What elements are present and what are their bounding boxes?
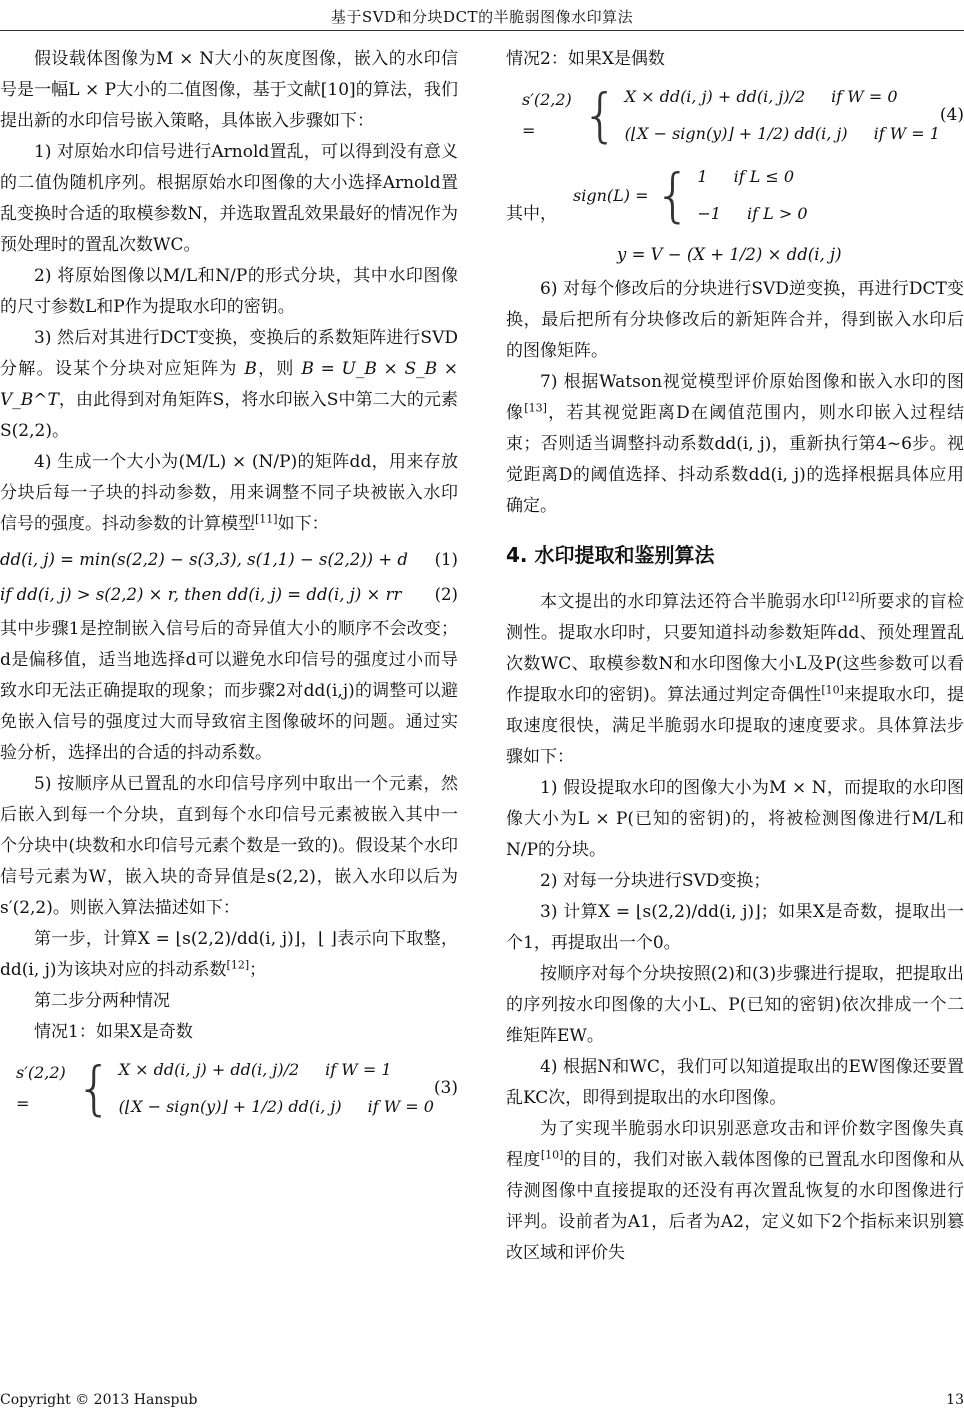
equation-1 (0, 544, 458, 575)
section-heading: 4. 水印提取和鉴别算法 (506, 543, 715, 567)
piecewise (573, 161, 964, 229)
paragraph (506, 1114, 964, 1269)
case-cond: if W = 1 (873, 124, 940, 143)
text-span: 3) 然后对其进行DCT变换，变换后的系数矩阵进行SVD分解。设某个分块对应矩阵为 (0, 328, 458, 379)
equation-lhs: s′(2,2) = (522, 90, 572, 140)
equation-number: (4) (939, 104, 964, 125)
text-span: 的目的，我们对嵌入载体图像的已置乱水印图像和从待测图像中直接提取的还没有再次置乱恢复的水印图像进行评判。设前者为A1，后者为A2，定义如下2个指标来识别篡改区域和评价失 (506, 1150, 964, 1263)
paragraph: 情况2：如果X是偶数 (506, 49, 665, 69)
paragraph (0, 924, 458, 986)
paragraph: 5) 按顺序从已置乱的水印信号序列中取出一个元素，然后嵌入到每一个分块，直到每个水印信号元素被嵌入其中一个分块中(块数和水印信号元素个数是一致的)。假设某个水印信号元素为W，嵌入块的奇异值是s(2,2)，嵌入水印以后为s′(2,2)。则嵌入算法描述如下： (0, 774, 458, 918)
page-number: 13 (946, 1392, 964, 1408)
header-rule (0, 30, 964, 31)
brace-icon: { (75, 1054, 113, 1122)
equation-body: y = V − (X + 1/2) × dd(i, j) (617, 245, 842, 264)
paragraph: 3) 计算X = ⌊s(2,2)/dd(i, j)⌋；如果X是奇数，提取出一个1，再提取出一个0。 (506, 902, 964, 953)
paragraph: 1) 假设提取水印的图像大小为M × N，而提取的水印图像大小为L × P(已知的密钥)的，将被检测图像进行M/L和N/P的分块。 (506, 778, 964, 860)
case-row (697, 198, 807, 229)
case-cond: if W = 0 (831, 87, 898, 106)
piecewise (522, 81, 940, 149)
text-span: ； (249, 960, 267, 980)
text-span: 来提取水印，提取速度很快，满足半脆弱水印提取的速度要求。具体算法步骤如下： (506, 685, 964, 767)
case-expr: X × dd(i, j) + dd(i, j)/2 (118, 1060, 300, 1079)
case-expr: X × dd(i, j) + dd(i, j)/2 (624, 87, 806, 106)
equation-3 (0, 1048, 458, 1128)
case-cond: if L > 0 (746, 204, 808, 223)
brace-icon: { (581, 81, 619, 149)
case-cond: if L ≤ 0 (733, 167, 795, 186)
case-row (625, 81, 940, 112)
paragraph: 6) 对每个修改后的分块进行SVD逆变换，再进行DCT变换，最后把所有分块修改后的新矩阵合并，得到嵌入水印后的图像矩阵。 (506, 279, 964, 361)
citation: [10] (540, 1148, 564, 1162)
right-column (506, 44, 964, 1269)
text-span: 如下： (277, 514, 329, 534)
text-span: 本文提出的水印算法还符合半脆弱水印 (540, 592, 837, 612)
case-row (697, 161, 807, 192)
paragraph: 第二步分两种情况 (34, 991, 170, 1011)
paragraph: 1) 对原始水印信号进行Arnold置乱，可以得到没有意义的二值伪随机序列。根据原始水印图像的大小选择Arnold置乱变换时合适的取模参数N，并选取置乱效果最好的情况作为预处理时的置乱次数WC。 (0, 142, 458, 255)
equation-lhs: sign(L) = (573, 185, 649, 205)
text-span: ，由此得到对角矩阵S，将水印嵌入S中第二大的元素S(2,2)。 (0, 390, 458, 441)
citation: [12] (836, 590, 860, 604)
case-cond: if W = 1 (325, 1060, 392, 1079)
paragraph: 4) 根据N和WC，我们可以知道提取出的EW图像还要置乱KC次，即得到提取出的水印图像。 (506, 1057, 964, 1108)
case-expr: 1 (697, 167, 708, 186)
text-span: 第一步，计算X = ⌊s(2,2)/dd(i, j)⌋，⌊ ⌋表示向下取整，dd(i, j)为该块对应的抖动系数 (0, 929, 458, 980)
running-header: 基于SVD和分块DCT的半脆弱图像水印算法 (330, 8, 634, 26)
where-defs (557, 155, 964, 274)
equation-body: if dd(i, j) > s(2,2) × r, then dd(i, j) = dd(i, j) × rr (0, 585, 402, 604)
paragraph: 按顺序对每个分块按照(2)和(3)步骤进行提取，把提取出的序列按水印图像的大小L、P(已知的密钥)依次排成一个二维矩阵EW。 (506, 964, 964, 1046)
case-cond: if W = 0 (367, 1097, 434, 1116)
case-expr: (⌊X − sign(y)⌋ + 1/2) dd(i, j) (118, 1097, 342, 1116)
case-row (625, 118, 940, 149)
paragraph: 情况1：如果X是奇数 (34, 1022, 193, 1042)
paragraph: 2) 对每一分块进行SVD变换； (540, 871, 771, 891)
text-span: 4) 生成一个大小为(M/L) × (N/P)的矩阵dd，用来存放分块后每一子块的抖动参数，用来调整不同子块被嵌入水印信号的强度。抖动参数的计算模型 (0, 452, 458, 534)
math-inline: B = U_B × S_B × V_B^T (0, 359, 459, 410)
case-expr: −1 (697, 204, 721, 223)
paragraph (506, 367, 964, 522)
case-row (119, 1091, 434, 1122)
left-column (0, 44, 458, 1128)
equation-number: (3) (433, 1077, 458, 1098)
equation-4 (506, 75, 964, 155)
citation: [11] (255, 512, 278, 526)
math-inline: B (244, 359, 257, 379)
citation: [13] (524, 401, 547, 415)
case-row (119, 1054, 434, 1085)
equation-body: dd(i, j) = min(s(2,2) − s(3,3), s(1,1) − s(2,2)) + d (0, 550, 408, 569)
cases (119, 1054, 434, 1122)
paragraph (0, 447, 458, 540)
piecewise (16, 1054, 434, 1122)
citation: [12] (226, 958, 250, 972)
text-span: ，则 (256, 359, 295, 379)
y-equation (617, 239, 964, 270)
paragraph: 2) 将原始图像以M/L和N/P的形式分块，其中水印图像的尺寸参数L和P作为提取水印的密钥。 (0, 266, 458, 317)
footer-copyright: Copyright © 2013 Hanspub (0, 1392, 198, 1408)
brace-icon: { (654, 161, 692, 229)
paragraph (506, 587, 964, 773)
equation-lhs: s′(2,2) = (16, 1063, 66, 1113)
cases (625, 81, 940, 149)
equation-number: (2) (434, 585, 458, 604)
sign-definition (506, 155, 964, 274)
equation-number: (1) (434, 550, 458, 569)
cases (697, 161, 807, 229)
text-span: 所要求的盲检测性。提取水印时，只要知道抖动参数矩阵dd、预处理置乱次数WC、取模参数N和水印图像大小L及P(这些参数可以看作提取水印的密钥)。算法通过判定奇偶性 (506, 592, 964, 705)
text-span: 7) 根据Watson视觉模型评价原始图像和嵌入水印的图像 (506, 372, 964, 423)
text-span: ，若其视觉距离D在阈值范围内，则水印嵌入过程结束；否则适当调整抖动系数dd(i, j)，重新执行第4~6步。视觉距离D的阈值选择、抖动系数dd(i, j)的选择根据具体应用确定。 (506, 403, 964, 516)
equation-2 (0, 579, 458, 610)
paragraph: 假设载体图像为M × N大小的灰度图像，嵌入的水印信号是一幅L × P大小的二值图像，基于文献[10]的算法，我们提出新的水印信号嵌入策略，具体嵌入步骤如下： (0, 49, 458, 131)
where-label: 其中， (506, 204, 557, 224)
case-expr: (⌊X − sign(y)⌋ + 1/2) dd(i, j) (624, 124, 848, 143)
citation: [10] (821, 683, 844, 697)
paragraph: 其中步骤1是控制嵌入信号后的奇异值大小的顺序不会改变；d是偏移值，适当地选择d可以避免水印信号的强度过小而导致水印无法正确提取的现象；而步骤2对dd(i,j)的调整可以避免嵌入信号的强度过大而导致宿主图像破坏的问题。通过实验分析，选择出的合适的抖动系数。 (0, 619, 458, 763)
text-span: 为了实现半脆弱水印识别恶意攻击和评价数字图像失真程度 (506, 1119, 964, 1170)
paragraph (0, 323, 458, 447)
